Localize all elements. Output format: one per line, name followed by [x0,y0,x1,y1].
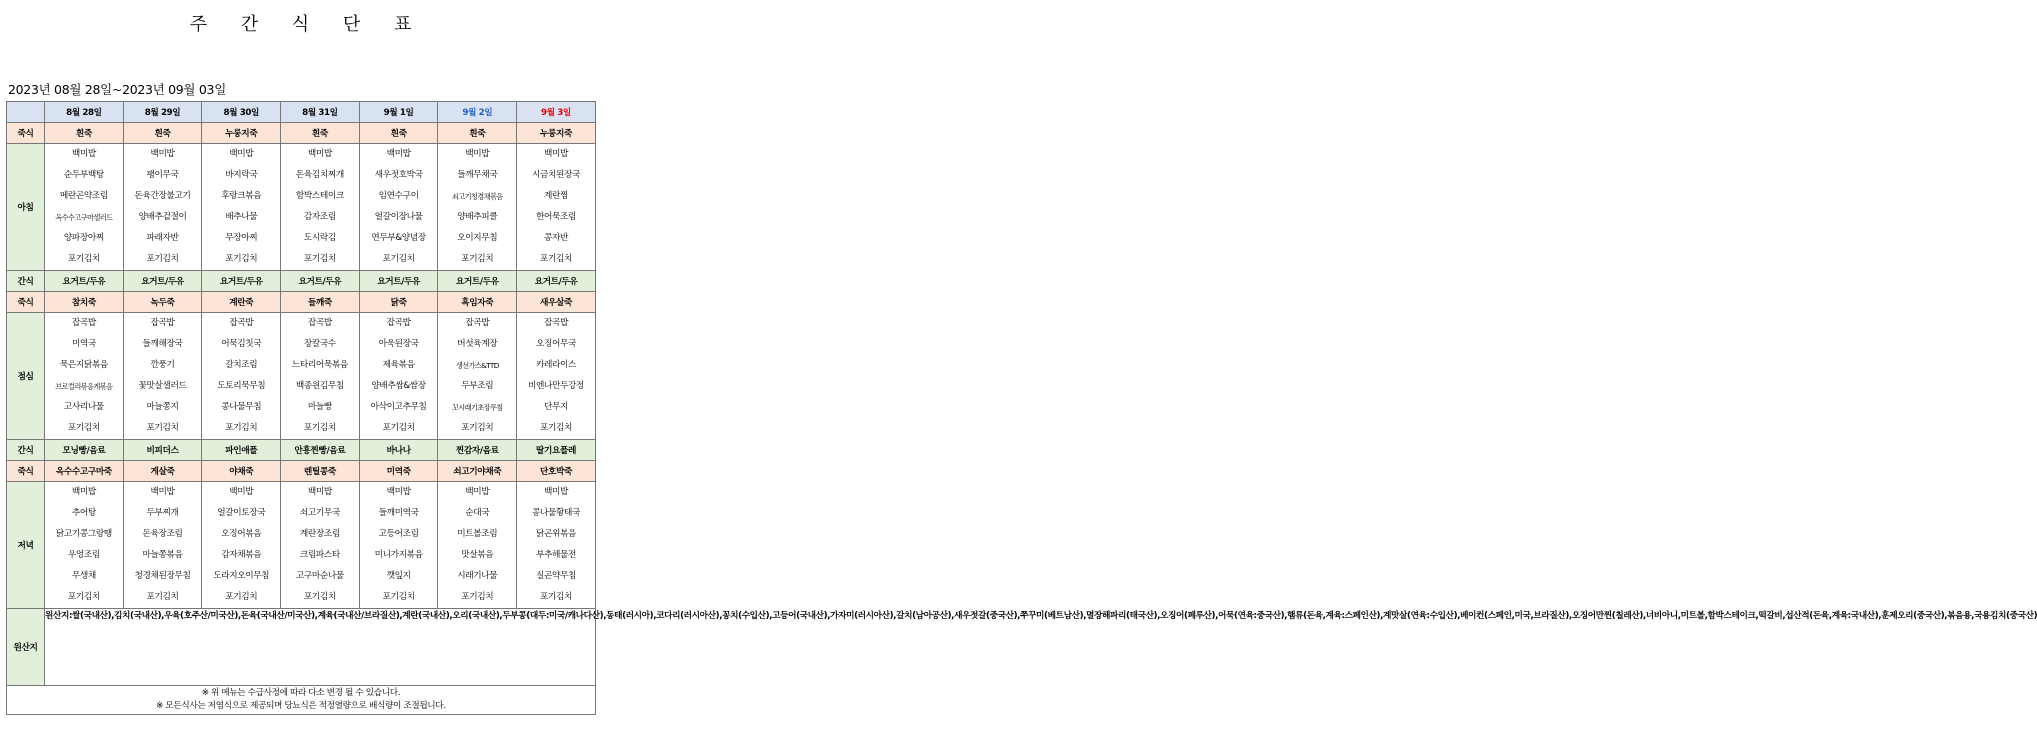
menu-item: 포기김치 [303,254,336,264]
porridge-cell: 옥수수고구마죽 [45,461,124,482]
porridge-cell: 녹두죽 [123,292,202,313]
menu-item: 팽이무국 [146,170,179,180]
menu-item: 콩자반 [543,233,568,243]
porridge-cell: 야채죽 [202,461,281,482]
menu-item: 포기김치 [303,592,336,602]
menu-item: 돈육김치찌개 [295,170,344,180]
menu-item: 포기김치 [303,423,336,433]
day-header: 8월 28일 [45,102,124,123]
menu-item: 포기김치 [67,592,100,602]
menu-item: 갈치조림 [225,360,258,370]
menu-item: 백미밥 [465,487,490,497]
porridge-cell: 흑임자죽 [438,292,517,313]
origin-row [7,609,596,686]
porridge-cell: 게살죽 [123,461,202,482]
meal-cell [45,313,124,440]
meal-cell [359,313,438,440]
porridge-cell: 쇠고기야채죽 [438,461,517,482]
menu-item: 단무지 [543,402,568,412]
menu-item: 부추해물전 [535,550,576,560]
menu-item: 잡곡밥 [543,318,568,328]
porridge-row [7,123,596,144]
menu-item: 고사리나물 [63,402,104,412]
porridge-cell: 렌틸콩죽 [281,461,360,482]
porridge-cell: 누룽지죽 [517,123,596,144]
row-label: 죽식 [7,461,45,482]
day-header-row [7,102,596,123]
meal-row [7,313,596,440]
menu-item: 배추나물 [225,212,258,222]
porridge-cell: 흰죽 [281,123,360,144]
menu-period: 2023년 08월 28일~2023년 09월 03일 [8,82,226,97]
menu-item: 백미밥 [150,487,175,497]
header-corner [7,102,45,123]
menu-item: 우엉조림 [67,550,100,560]
menu-item: 포기김치 [225,254,258,264]
menu-item: 무생채 [71,571,96,581]
menu-item: 백미밥 [150,149,175,159]
day-header: 9월 1일 [359,102,438,123]
menu-item: 크림파스타 [299,550,340,560]
menu-item: 닭고기콩그랑땡 [55,529,112,539]
menu-item: 백미밥 [71,487,96,497]
meal-cell [45,482,124,609]
porridge-cell: 들깨죽 [281,292,360,313]
porridge-row [7,461,596,482]
menu-item: 마늘쫑지 [146,402,179,412]
row-label: 죽식 [7,292,45,313]
menu-item: 실곤약무침 [535,571,576,581]
menu-item: 마늘빵 [307,402,332,412]
menu-item: 시래기나물 [457,571,498,581]
day-header: 9월 3일 [517,102,596,123]
meal-cell [45,144,124,271]
meal-cell [517,144,596,271]
meal-cell [281,144,360,271]
menu-item: 임연수구이 [378,191,419,201]
row-label: 저녁 [7,482,45,609]
menu-item: 오이지무침 [457,233,498,243]
meal-cell [438,313,517,440]
menu-item: 포기김치 [461,592,494,602]
snack-cell: 요거트/두유 [281,271,360,292]
meal-cell [438,144,517,271]
menu-item: 들깨무채국 [457,170,498,180]
meal-cell [123,313,202,440]
day-header: 9월 2일 [438,102,517,123]
menu-item: 미트볼조림 [457,529,498,539]
menu-item: 바지락국 [225,170,258,180]
menu-item: 깐풍기 [150,360,175,370]
menu-item: 아삭이고추무침 [370,402,427,412]
menu-item: 감자조림 [303,212,336,222]
menu-item: 돈육간장불고기 [134,191,191,201]
snack-cell: 안흥찐빵/음료 [281,440,360,461]
row-label: 간식 [7,440,45,461]
menu-item: 시금치된장국 [531,170,580,180]
meal-row [7,482,596,609]
snack-cell: 요거트/두유 [202,271,281,292]
menu-item: 잡곡밥 [386,318,411,328]
menu-item: 포기김치 [225,423,258,433]
menu-item: 포기김치 [461,254,494,264]
menu-item: 들깨해장국 [142,339,183,349]
menu-item: 양배추겉절이 [138,212,187,222]
menu-item: 꽃맛살샐러드 [138,381,187,391]
meal-cell [438,482,517,609]
porridge-cell: 닭죽 [359,292,438,313]
menu-item: 도라지오이무침 [213,571,270,581]
origin-text: 원산지:쌀(국내산),김치(국내산),우육(호주산/미국산),돈육(국내산/미국산),계육(국내산/브라질산),계란(국내산),오리(국내산),두부콩(대두:미국/캐나다산),동태(러시아),코다리(러시아산),꽁치(수입산),고등어(국내산),가자미(러시아산),갈치(남아공산),새우젓갈(중국산),쭈꾸미(베트남산),멸장해파리(태국산),오징어(페루산),어묵(연육:중국산),햄류(돈육,계육:스페인산),계맛살(연육:수입산),베이컨(스페인,미국,브라질산),오징어만찐(칠레산),너비아니,미트볼,함박스테이크,떡갈비,섭산적(돈육,계육:국내산),훈제오리(중국산),볶음용,국용김치(중국산) [45,609,596,686]
snack-cell: 요거트/두유 [359,271,438,292]
menu-item: 백미밥 [229,149,254,159]
porridge-cell: 계란죽 [202,292,281,313]
snack-cell: 비피더스 [123,440,202,461]
porridge-cell: 새우살죽 [517,292,596,313]
menu-item: 닭곤위볶음 [535,529,576,539]
menu-item: 계란찜 [543,191,568,201]
day-header: 8월 29일 [123,102,202,123]
porridge-cell: 흰죽 [438,123,517,144]
porridge-cell: 흰죽 [123,123,202,144]
menu-item: 미역국 [71,339,96,349]
menu-item: 잡곡밥 [229,318,254,328]
snack-cell: 요거트/두유 [123,271,202,292]
row-label: 아침 [7,144,45,271]
menu-item: 포기김치 [382,254,415,264]
menu-item: 순대국 [465,508,490,518]
menu-item: 추어탕 [71,508,96,518]
menu-item: 백미밥 [386,149,411,159]
row-label: 점심 [7,313,45,440]
page-title: 주 간 식 단 표 [189,14,426,35]
menu-item: 얼갈이토장국 [217,508,266,518]
menu-item: 제육볶음 [382,360,415,370]
menu-item: 두부찌개 [146,508,179,518]
menu-item: 느타리어묵볶음 [291,360,348,370]
porridge-cell: 단호박죽 [517,461,596,482]
menu-item: 포기김치 [225,592,258,602]
menu-item: 포기김치 [539,423,572,433]
menu-item: 두부조림 [461,381,494,391]
weekly-menu-table [6,101,2037,715]
menu-item: 새우젓호박국 [374,170,423,180]
menu-item: 계란장조림 [299,529,340,539]
menu-item: 들깨미역국 [378,508,419,518]
menu-item: 포기김치 [67,254,100,264]
menu-item: 생선가스&TTD [455,361,499,370]
menu-item: 백미밥 [307,149,332,159]
menu-item: 백미밥 [229,487,254,497]
menu-item: 브로컬리볶음게볶음 [55,382,113,391]
snack-row [7,440,596,461]
menu-item: 고등어조림 [378,529,419,539]
menu-item: 깻잎지 [386,571,411,581]
meal-cell [123,144,202,271]
menu-item: 포기김치 [382,592,415,602]
porridge-cell: 참치죽 [45,292,124,313]
menu-item: 포기김치 [146,592,179,602]
menu-item: 콩나물무침 [221,402,262,412]
menu-item: 메란곤약조림 [59,191,108,201]
row-label: 죽식 [7,123,45,144]
menu-item: 오징어무국 [535,339,576,349]
notes-cell [7,686,596,715]
snack-cell: 찐감자/음료 [438,440,517,461]
menu-item: 감자채볶음 [221,550,262,560]
porridge-cell: 흰죽 [45,123,124,144]
menu-item: 함박스테이크 [295,191,344,201]
menu-item: 도토리묵무침 [217,381,266,391]
menu-item: 잡곡밥 [465,318,490,328]
menu-item: 마늘쫑볶음 [142,550,183,560]
menu-item: 카레라이스 [535,360,576,370]
menu-item: 양파장아찌 [63,233,104,243]
menu-item: 양배추쌈&쌈장 [371,381,426,391]
menu-item: 얼갈이장나물 [374,212,423,222]
menu-item: 옥수수고구마샐러드 [55,213,113,222]
menu-item: 아욱된장국 [378,339,419,349]
menu-item: 쇠고기청경채볶음 [451,192,503,201]
menu-item: 포기김치 [461,423,494,433]
menu-item: 버섯육계장 [457,339,498,349]
origin-label: 원산지 [7,609,45,686]
menu-item: 잡곡밥 [307,318,332,328]
snack-cell: 요거트/두유 [438,271,517,292]
menu-item: 잡곡밥 [71,318,96,328]
menu-item: 포기김치 [382,423,415,433]
menu-item: 한어묵조림 [535,212,576,222]
menu-item: 묵은지닭볶음 [59,360,108,370]
menu-item: 백미밥 [307,487,332,497]
menu-item: 비엔나만두강정 [527,381,584,391]
menu-item: 포기김치 [539,592,572,602]
note-line: ※ 위 메뉴는 수급사정에 따라 다소 변경 될 수 있습니다. [201,688,401,698]
menu-item: 맛살볶음 [461,550,494,560]
meal-cell [359,482,438,609]
menu-item: 백종원김무침 [295,381,344,391]
meal-cell [202,144,281,271]
menu-item: 양배추피클 [457,212,498,222]
menu-item: 콩나물황태국 [531,508,580,518]
menu-item: 도시락김 [303,233,336,243]
note-line: ※ 모든식사는 저염식으로 제공되며 당뇨식은 적정열량으로 배식량이 조절됩니다. [156,701,446,711]
menu-item: 돈육장조림 [142,529,183,539]
snack-cell: 모닝빵/음료 [45,440,124,461]
menu-item: 백미밥 [386,487,411,497]
meal-row [7,144,596,271]
notes-row [7,686,596,715]
menu-item: 백미밥 [543,149,568,159]
snack-cell: 파인애플 [202,440,281,461]
menu-item: 후랑크볶음 [221,191,262,201]
row-label: 간식 [7,271,45,292]
menu-item: 꼬시래기초장무침 [451,403,503,412]
menu-item: 연두부&양념장 [371,233,426,243]
menu-item: 무장아찌 [225,233,258,243]
menu-item: 어묵김칫국 [221,339,262,349]
menu-item: 백미밥 [465,149,490,159]
snack-cell: 딸기요플레 [517,440,596,461]
snack-cell: 요거트/두유 [45,271,124,292]
meal-cell [202,313,281,440]
menu-item: 오징어볶음 [221,529,262,539]
meal-cell [123,482,202,609]
menu-item: 백미밥 [543,487,568,497]
menu-item: 장칼국수 [303,339,336,349]
porridge-row [7,292,596,313]
snack-cell: 요거트/두유 [517,271,596,292]
menu-item: 포기김치 [67,423,100,433]
porridge-cell: 누룽지죽 [202,123,281,144]
menu-item: 미니가지볶음 [374,550,423,560]
menu-item: 백미밥 [71,149,96,159]
meal-cell [202,482,281,609]
meal-cell [281,313,360,440]
meal-cell [281,482,360,609]
menu-item: 고구마순나물 [295,571,344,581]
porridge-cell: 흰죽 [359,123,438,144]
porridge-cell: 미역죽 [359,461,438,482]
menu-item: 포기김치 [146,254,179,264]
meal-cell [517,482,596,609]
menu-item: 포기김치 [539,254,572,264]
snack-row [7,271,596,292]
day-header: 8월 31일 [281,102,360,123]
snack-cell: 바나나 [359,440,438,461]
menu-item: 잡곡밥 [150,318,175,328]
menu-item: 청경채된장무침 [134,571,191,581]
menu-item: 파래자반 [146,233,179,243]
day-header: 8월 30일 [202,102,281,123]
meal-cell [517,313,596,440]
menu-item: 순두부백탕 [63,170,104,180]
menu-item: 쇠고기무국 [299,508,340,518]
meal-cell [359,144,438,271]
menu-item: 포기김치 [146,423,179,433]
